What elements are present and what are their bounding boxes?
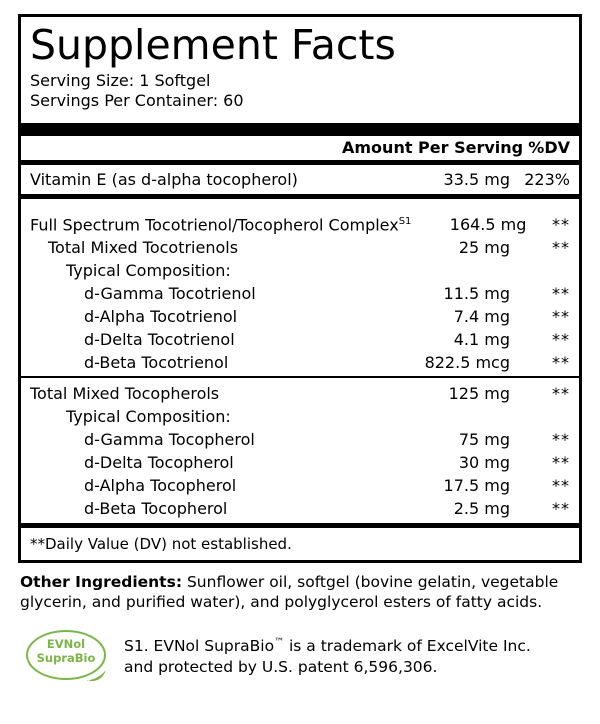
nutrient-amount: 822.5 mcg bbox=[424, 353, 510, 373]
footnote-marker: S1 bbox=[398, 216, 412, 227]
nutrient-dv: ** bbox=[552, 476, 570, 496]
supplement-label-panel bbox=[18, 14, 582, 686]
nutrient-name: Total Mixed Tocopherols bbox=[30, 384, 220, 404]
leaf-icon bbox=[86, 666, 112, 682]
nutrient-dv: ** bbox=[552, 215, 570, 235]
table-row bbox=[30, 382, 570, 405]
nutrient-name: d-Gamma Tocotrienol bbox=[84, 284, 256, 304]
nutrient-name: d-Beta Tocopherol bbox=[84, 499, 228, 519]
table-row bbox=[30, 328, 570, 351]
serving-size-text: Serving Size: 1 Softgel bbox=[30, 71, 211, 90]
table-row bbox=[30, 351, 570, 374]
table-header-row bbox=[30, 136, 570, 160]
nutrient-amount: 11.5 mg bbox=[443, 284, 510, 304]
nutrient-amount: 25 mg bbox=[458, 238, 510, 258]
nutrient-dv: ** bbox=[552, 430, 570, 450]
trademark-symbol: ™ bbox=[274, 637, 285, 649]
nutrient-amount: 125 mg bbox=[448, 384, 510, 404]
nutrient-amount: 7.4 mg bbox=[453, 307, 510, 327]
nutrient-name: d-Delta Tocopherol bbox=[84, 453, 234, 473]
daily-value-footnote: **Daily Value (DV) not established. bbox=[30, 535, 292, 554]
header-amount-per-serving: Amount Per Serving bbox=[342, 138, 524, 157]
nutrient-name: d-Gamma Tocopherol bbox=[84, 430, 255, 450]
nutrient-dv: 223% bbox=[524, 170, 570, 189]
page-title: Supplement Facts bbox=[30, 21, 396, 69]
table-row bbox=[30, 405, 570, 428]
nutrient-name: Typical Composition: bbox=[66, 261, 231, 281]
other-ingredients-text: Sunflower oil, softgel (bovine gelatin, vegetable glycerin, and purified water), and polyglycerol esters of fatty acids. bbox=[20, 573, 559, 612]
nutrient-name: d-Alpha Tocotrienol bbox=[84, 307, 238, 327]
nutrient-amount: 75 mg bbox=[458, 430, 510, 450]
nutrient-amount: 17.5 mg bbox=[443, 476, 510, 496]
table-row bbox=[30, 451, 570, 474]
table-row bbox=[30, 305, 570, 328]
trademark-line-1: S1. EVNol SupraBio™ is a trademark of ExcelVite Inc. bbox=[124, 637, 531, 656]
nutrient-dv: ** bbox=[552, 330, 570, 350]
nutrient-amount: 33.5 mg bbox=[443, 170, 510, 189]
logo-text bbox=[26, 637, 106, 665]
table-row bbox=[30, 474, 570, 497]
logo-line-2: SupraBio bbox=[36, 651, 96, 666]
trademark-line-2: and protected by U.S. patent 6,596,306. bbox=[124, 658, 438, 677]
table-row bbox=[30, 282, 570, 305]
nutrient-dv: ** bbox=[552, 453, 570, 473]
nutrient-dv: ** bbox=[552, 384, 570, 404]
nutrient-name: d-Delta Tocotrienol bbox=[84, 330, 235, 350]
nutrient-name: Full Spectrum Tocotrienol/Tocopherol Complex$^{S1}$ bbox=[30, 215, 412, 235]
nutrient-name: d-Alpha Tocopherol bbox=[84, 476, 237, 496]
other-ingredients-heading: Other Ingredients: bbox=[20, 573, 183, 592]
table-row bbox=[30, 497, 570, 520]
logo-line-1: EVNol bbox=[46, 637, 86, 652]
nutrient-dv: ** bbox=[552, 284, 570, 304]
divider-thick-top bbox=[21, 123, 579, 136]
table-row bbox=[30, 210, 570, 236]
nutrient-name: d-Beta Tocotrienol bbox=[84, 353, 229, 373]
trademark-text bbox=[114, 632, 531, 678]
table-row bbox=[30, 168, 570, 191]
other-ingredients bbox=[18, 572, 582, 612]
servings-per-container-text: Servings Per Container: 60 bbox=[30, 91, 244, 110]
evnol-suprabio-logo bbox=[20, 624, 114, 686]
nutrient-name: Vitamin E (as d-alpha tocopherol) bbox=[30, 170, 298, 189]
table-row bbox=[30, 428, 570, 451]
nutrient-amount: 4.1 mg bbox=[453, 330, 510, 350]
nutrient-name: Total Mixed Tocotrienols bbox=[48, 238, 239, 258]
nutrient-amount: 30 mg bbox=[458, 453, 510, 473]
nutrient-dv: ** bbox=[552, 499, 570, 519]
nutrient-dv: ** bbox=[552, 353, 570, 373]
nutrient-name: Typical Composition: bbox=[66, 407, 231, 427]
spacer-row bbox=[30, 203, 570, 210]
supplement-facts-box bbox=[18, 14, 582, 563]
trademark-block bbox=[18, 624, 582, 686]
nutrient-dv: ** bbox=[552, 238, 570, 258]
table-row bbox=[30, 236, 570, 259]
nutrient-amount: 2.5 mg bbox=[453, 499, 510, 519]
table-row bbox=[30, 259, 570, 282]
nutrient-dv: ** bbox=[552, 307, 570, 327]
header-percent-dv: %DV bbox=[528, 138, 570, 157]
nutrient-amount: 164.5 mg bbox=[449, 215, 527, 235]
